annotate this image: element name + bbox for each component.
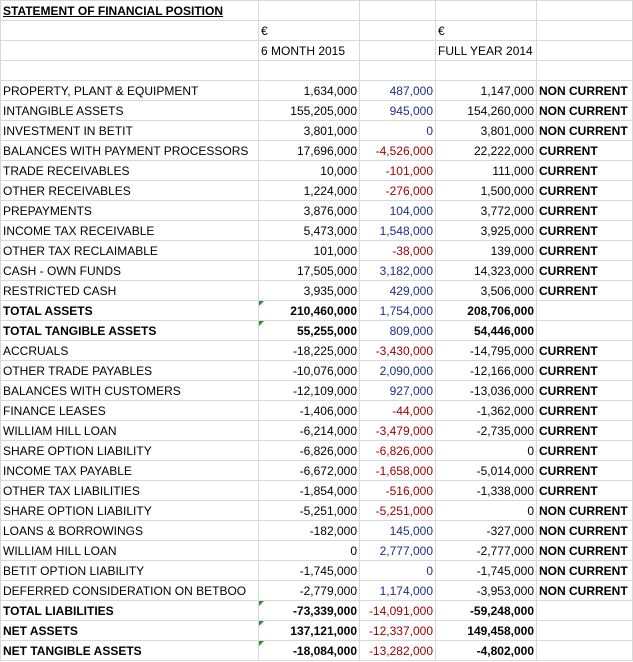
row-label-cell[interactable]: WILLIAM HILL LOAN — [1, 541, 259, 561]
change-cell[interactable]: -101,000 — [360, 161, 436, 181]
classification-cell[interactable]: CURRENT — [537, 141, 633, 161]
classification-cell[interactable]: NON CURRENT — [537, 501, 633, 521]
sheet-body — [1, 1, 633, 661]
table-row — [1, 201, 633, 221]
classification-cell[interactable]: CURRENT — [537, 341, 633, 361]
classification-cell[interactable]: CURRENT — [537, 381, 633, 401]
fy-2014-cell[interactable]: -327,000 — [436, 521, 537, 541]
fy-2014-cell[interactable]: -2,735,000 — [436, 421, 537, 441]
h1-2015-cell[interactable]: -18,225,000 — [259, 341, 360, 361]
fy-2014-cell[interactable]: 3,772,000 — [436, 201, 537, 221]
row-label-cell[interactable]: FINANCE LEASES — [1, 401, 259, 421]
change-cell[interactable]: 1,174,000 — [360, 581, 436, 601]
change-cell[interactable]: 0 — [360, 561, 436, 581]
change-cell[interactable]: -6,826,000 — [360, 441, 436, 461]
classification-cell[interactable]: CURRENT — [537, 261, 633, 281]
table-row — [1, 381, 633, 401]
change-cell[interactable]: 0 — [360, 121, 436, 141]
change-cell[interactable]: 487,000 — [360, 81, 436, 101]
h1-2015-cell[interactable]: -1,406,000 — [259, 401, 360, 421]
change-cell[interactable]: -44,000 — [360, 401, 436, 421]
row-label-cell[interactable]: INTANGIBLE ASSETS — [1, 101, 259, 121]
table-row — [1, 601, 633, 621]
change-cell[interactable]: -3,430,000 — [360, 341, 436, 361]
change-cell[interactable]: 429,000 — [360, 281, 436, 301]
row-label-cell[interactable]: BALANCES WITH CUSTOMERS — [1, 381, 259, 401]
fy-2014-cell[interactable]: -59,248,000 — [436, 601, 537, 621]
classification-cell[interactable]: NON CURRENT — [537, 81, 633, 101]
classification-cell[interactable] — [537, 601, 633, 621]
classification-cell[interactable]: CURRENT — [537, 181, 633, 201]
fy-2014-cell[interactable]: -14,795,000 — [436, 341, 537, 361]
row-label-cell[interactable]: LOANS & BORROWINGS — [1, 521, 259, 541]
empty-cell[interactable] — [436, 1, 537, 21]
classification-cell[interactable]: CURRENT — [537, 361, 633, 381]
classification-cell[interactable] — [537, 321, 633, 341]
h1-2015-cell[interactable]: 17,505,000 — [259, 261, 360, 281]
h1-2015-cell[interactable]: -182,000 — [259, 521, 360, 541]
classification-cell[interactable]: CURRENT — [537, 201, 633, 221]
row-label-cell[interactable]: DEFERRED CONSIDERATION ON BETBOO — [1, 581, 259, 601]
h1-2015-cell[interactable]: 137,121,000 — [259, 621, 360, 641]
empty-cell[interactable] — [360, 61, 436, 81]
row-label-cell[interactable]: BALANCES WITH PAYMENT PROCESSORS — [1, 141, 259, 161]
classification-cell[interactable]: NON CURRENT — [537, 121, 633, 141]
classification-cell[interactable]: CURRENT — [537, 161, 633, 181]
fy-2014-cell[interactable]: 3,925,000 — [436, 221, 537, 241]
table-row — [1, 221, 633, 241]
h1-2015-cell[interactable]: 17,696,000 — [259, 141, 360, 161]
row-label-cell[interactable]: SHARE OPTION LIABILITY — [1, 501, 259, 521]
table-row — [1, 121, 633, 141]
fy-2014-cell[interactable]: -4,802,000 — [436, 641, 537, 661]
fy-2014-cell[interactable]: 1,147,000 — [436, 81, 537, 101]
row-label-cell[interactable]: INVESTMENT IN BETIT — [1, 121, 259, 141]
fy-2014-cell[interactable]: 149,458,000 — [436, 621, 537, 641]
change-cell[interactable]: -14,091,000 — [360, 601, 436, 621]
empty-cell[interactable] — [360, 1, 436, 21]
fy-2014-cell[interactable]: 139,000 — [436, 241, 537, 261]
h1-2015-cell[interactable]: -18,084,000 — [259, 641, 360, 661]
change-cell[interactable]: 945,000 — [360, 101, 436, 121]
row-label-cell[interactable]: NET ASSETS — [1, 621, 259, 641]
h1-2015-cell[interactable]: -2,779,000 — [259, 581, 360, 601]
change-cell[interactable]: -516,000 — [360, 481, 436, 501]
h1-2015-cell[interactable]: 210,460,000 — [259, 301, 360, 321]
change-cell[interactable]: -5,251,000 — [360, 501, 436, 521]
table-row — [1, 481, 633, 501]
fy-2014-cell[interactable]: 54,446,000 — [436, 321, 537, 341]
fy-2014-cell[interactable]: 0 — [436, 501, 537, 521]
classification-cell[interactable]: CURRENT — [537, 221, 633, 241]
change-cell[interactable]: -38,000 — [360, 241, 436, 261]
change-cell[interactable]: 3,182,000 — [360, 261, 436, 281]
h1-2015-cell[interactable]: -1,854,000 — [259, 481, 360, 501]
table-row — [1, 641, 633, 661]
change-cell[interactable]: -12,337,000 — [360, 621, 436, 641]
classification-cell[interactable]: CURRENT — [537, 241, 633, 261]
change-cell[interactable]: 1,548,000 — [360, 221, 436, 241]
h1-2015-cell[interactable]: 55,255,000 — [259, 321, 360, 341]
fy-2014-cell[interactable]: 154,260,000 — [436, 101, 537, 121]
table-row — [1, 621, 633, 641]
classification-cell[interactable]: CURRENT — [537, 421, 633, 441]
row-label-cell[interactable]: BETIT OPTION LIABILITY — [1, 561, 259, 581]
row-label-cell[interactable]: RESTRICTED CASH — [1, 281, 259, 301]
row-label-cell[interactable]: PREPAYMENTS — [1, 201, 259, 221]
row-label-cell[interactable]: OTHER TAX LIABILITIES — [1, 481, 259, 501]
empty-cell[interactable] — [360, 41, 436, 61]
table-row — [1, 401, 633, 421]
fy-2014-cell[interactable]: -5,014,000 — [436, 461, 537, 481]
classification-cell[interactable]: CURRENT — [537, 461, 633, 481]
table-row — [1, 421, 633, 441]
classification-cell[interactable]: NON CURRENT — [537, 561, 633, 581]
fy-2014-cell[interactable]: -13,036,000 — [436, 381, 537, 401]
row-label-cell[interactable]: CASH - OWN FUNDS — [1, 261, 259, 281]
h1-2015-cell[interactable]: 1,634,000 — [259, 81, 360, 101]
currency-header-a[interactable]: € — [259, 21, 360, 41]
h1-2015-cell[interactable]: -1,745,000 — [259, 561, 360, 581]
row-label-cell[interactable]: TOTAL TANGIBLE ASSETS — [1, 321, 259, 341]
classification-cell[interactable] — [537, 621, 633, 641]
change-cell[interactable]: 104,000 — [360, 201, 436, 221]
row-label-cell[interactable]: PROPERTY, PLANT & EQUIPMENT — [1, 81, 259, 101]
period-header-b[interactable]: FULL YEAR 2014 — [436, 41, 537, 61]
period-row — [1, 41, 633, 61]
classification-cell[interactable]: CURRENT — [537, 281, 633, 301]
row-label-cell[interactable]: INCOME TAX RECEIVABLE — [1, 221, 259, 241]
empty-cell[interactable] — [1, 21, 259, 41]
fy-2014-cell[interactable]: 111,000 — [436, 161, 537, 181]
period-header-a[interactable]: 6 MONTH 2015 — [259, 41, 360, 61]
table-row — [1, 301, 633, 321]
fy-2014-cell[interactable]: -1,362,000 — [436, 401, 537, 421]
empty-cell[interactable] — [537, 41, 633, 61]
h1-2015-cell[interactable]: 3,935,000 — [259, 281, 360, 301]
row-label-cell[interactable]: TOTAL ASSETS — [1, 301, 259, 321]
fy-2014-cell[interactable]: -1,745,000 — [436, 561, 537, 581]
fy-2014-cell[interactable]: -3,953,000 — [436, 581, 537, 601]
row-label-cell[interactable]: WILLIAM HILL LOAN — [1, 421, 259, 441]
classification-cell[interactable]: CURRENT — [537, 401, 633, 421]
fy-2014-cell[interactable]: 208,706,000 — [436, 301, 537, 321]
sheet-title[interactable]: STATEMENT OF FINANCIAL POSITION — [1, 1, 259, 21]
fy-2014-cell[interactable]: 1,500,000 — [436, 181, 537, 201]
table-row — [1, 321, 633, 341]
empty-cell[interactable] — [259, 61, 360, 81]
h1-2015-cell[interactable]: 3,876,000 — [259, 201, 360, 221]
table-row — [1, 361, 633, 381]
table-row — [1, 141, 633, 161]
classification-cell[interactable]: CURRENT — [537, 481, 633, 501]
change-cell[interactable]: -1,658,000 — [360, 461, 436, 481]
classification-cell[interactable]: NON CURRENT — [537, 581, 633, 601]
table-row — [1, 161, 633, 181]
fy-2014-cell[interactable]: 0 — [436, 441, 537, 461]
classification-cell[interactable] — [537, 301, 633, 321]
row-label-cell[interactable]: OTHER RECEIVABLES — [1, 181, 259, 201]
change-cell[interactable]: 809,000 — [360, 321, 436, 341]
row-label-cell[interactable]: OTHER TAX RECLAIMABLE — [1, 241, 259, 261]
empty-cell[interactable] — [436, 61, 537, 81]
h1-2015-cell[interactable]: -12,109,000 — [259, 381, 360, 401]
change-cell[interactable]: 927,000 — [360, 381, 436, 401]
change-cell[interactable]: 2,777,000 — [360, 541, 436, 561]
empty-cell[interactable] — [537, 21, 633, 41]
table-row — [1, 81, 633, 101]
h1-2015-cell[interactable]: 155,205,000 — [259, 101, 360, 121]
change-cell[interactable]: -13,282,000 — [360, 641, 436, 661]
h1-2015-cell[interactable]: 1,224,000 — [259, 181, 360, 201]
row-label-cell[interactable]: TRADE RECEIVABLES — [1, 161, 259, 181]
currency-row — [1, 21, 633, 41]
fy-2014-cell[interactable]: -12,166,000 — [436, 361, 537, 381]
empty-cell[interactable] — [537, 1, 633, 21]
fy-2014-cell[interactable]: 14,323,000 — [436, 261, 537, 281]
table-row — [1, 281, 633, 301]
h1-2015-cell[interactable]: -73,339,000 — [259, 601, 360, 621]
table-row — [1, 541, 633, 561]
row-label-cell[interactable]: ACCRUALS — [1, 341, 259, 361]
table-row — [1, 461, 633, 481]
row-label-cell[interactable]: SHARE OPTION LIABILITY — [1, 441, 259, 461]
h1-2015-cell[interactable]: 3,801,000 — [259, 121, 360, 141]
empty-cell[interactable] — [360, 21, 436, 41]
change-cell[interactable]: -276,000 — [360, 181, 436, 201]
classification-cell[interactable]: NON CURRENT — [537, 101, 633, 121]
table-row — [1, 341, 633, 361]
table-row — [1, 241, 633, 261]
empty-cell[interactable] — [259, 1, 360, 21]
row-label-cell[interactable]: TOTAL LIABILITIES — [1, 601, 259, 621]
h1-2015-cell[interactable]: 101,000 — [259, 241, 360, 261]
table-row — [1, 261, 633, 281]
empty-cell[interactable] — [1, 41, 259, 61]
fy-2014-cell[interactable]: -1,338,000 — [436, 481, 537, 501]
h1-2015-cell[interactable]: -10,076,000 — [259, 361, 360, 381]
fy-2014-cell[interactable]: 3,801,000 — [436, 121, 537, 141]
change-cell[interactable]: 2,090,000 — [360, 361, 436, 381]
empty-cell[interactable] — [1, 61, 259, 81]
table-row — [1, 501, 633, 521]
table-row — [1, 181, 633, 201]
h1-2015-cell[interactable]: 0 — [259, 541, 360, 561]
h1-2015-cell[interactable]: -6,826,000 — [259, 441, 360, 461]
fy-2014-cell[interactable]: 22,222,000 — [436, 141, 537, 161]
h1-2015-cell[interactable]: -6,672,000 — [259, 461, 360, 481]
change-cell[interactable]: 145,000 — [360, 521, 436, 541]
h1-2015-cell[interactable]: -5,251,000 — [259, 501, 360, 521]
fy-2014-cell[interactable]: -2,777,000 — [436, 541, 537, 561]
table-row — [1, 581, 633, 601]
h1-2015-cell[interactable]: 10,000 — [259, 161, 360, 181]
classification-cell[interactable] — [537, 641, 633, 661]
classification-cell[interactable]: CURRENT — [537, 441, 633, 461]
table-row — [1, 561, 633, 581]
table-row — [1, 521, 633, 541]
classification-cell[interactable]: NON CURRENT — [537, 521, 633, 541]
h1-2015-cell[interactable]: -6,214,000 — [259, 421, 360, 441]
row-label-cell[interactable]: OTHER TRADE PAYABLES — [1, 361, 259, 381]
classification-cell[interactable]: NON CURRENT — [537, 541, 633, 561]
currency-header-b[interactable]: € — [436, 21, 537, 41]
title-row — [1, 1, 633, 21]
row-label-cell[interactable]: NET TANGIBLE ASSETS — [1, 641, 259, 661]
empty-cell[interactable] — [537, 61, 633, 81]
change-cell[interactable]: -3,479,000 — [360, 421, 436, 441]
h1-2015-cell[interactable]: 5,473,000 — [259, 221, 360, 241]
row-label-cell[interactable]: INCOME TAX PAYABLE — [1, 461, 259, 481]
table-row — [1, 441, 633, 461]
spacer-row — [1, 61, 633, 81]
table-row — [1, 101, 633, 121]
change-cell[interactable]: 1,754,000 — [360, 301, 436, 321]
change-cell[interactable]: -4,526,000 — [360, 141, 436, 161]
fy-2014-cell[interactable]: 3,506,000 — [436, 281, 537, 301]
